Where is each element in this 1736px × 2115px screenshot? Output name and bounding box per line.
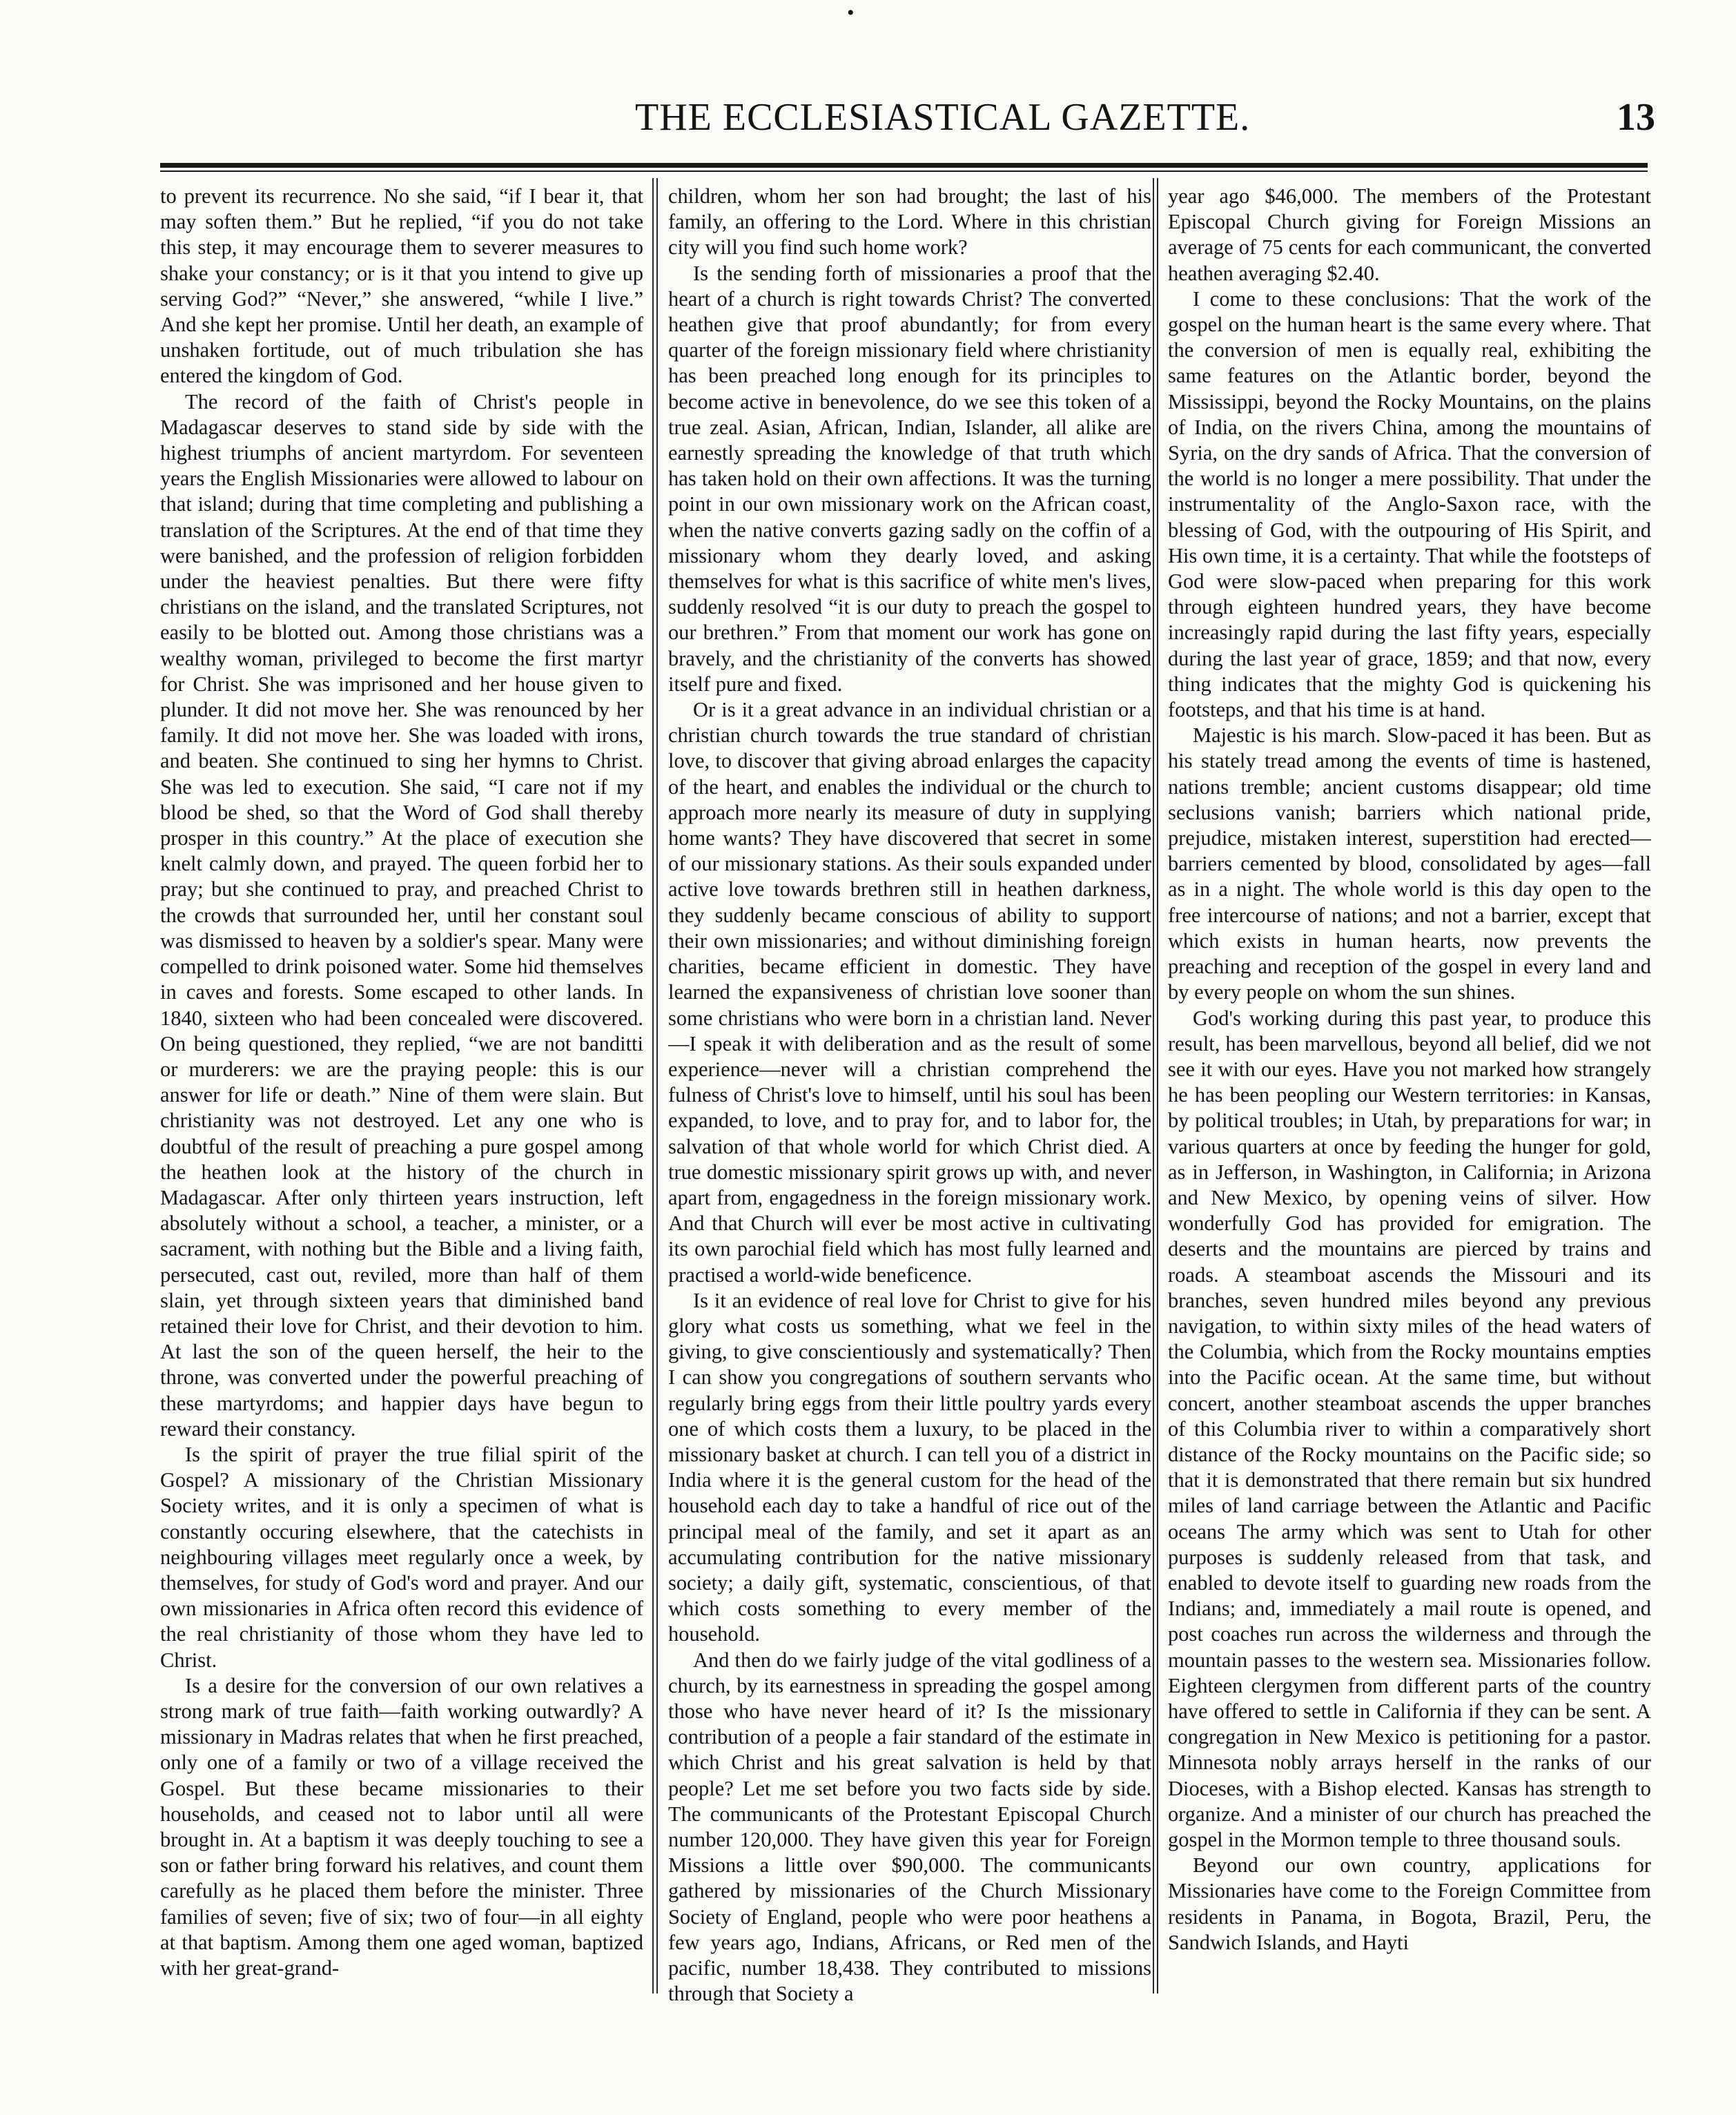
paragraph: Is a desire for the conversion of our own relatives a strong mark of true faith—faith working outwardly? A missionary in Madras relates that when he first preached, only one of a family or two of a village received the Gospel. But these became missionaries to their households, and ceased not to labor until all were brought in. At a baptism it was deeply touching to see a son or father bring forward his relatives, and count them carefully as he placed them before the minister. Three families of seven; five of six; two of four—in all eighty at that baptism. Among them one aged woman, baptized with her great-grand- bbox=[160, 1673, 643, 1980]
paragraph: children, whom her son had brought; the last of his family, an offering to the Lord. Where in this christian city will you find such home work? bbox=[668, 184, 1151, 260]
paragraph: to prevent its recurrence. No she said, “if I bear it, that may soften them.” But he replied, “if you do not take this step, it may encourage them to severer measures to shake your constancy; or is it that you intend to give up serving God?” “Never,” she answered, “while I live.” And she kept her promise. Until her death, an example of unshaken fortitude, out of much tribulation she has entered the kingdom of God. bbox=[160, 184, 643, 388]
header-rule-thick bbox=[160, 163, 1648, 168]
paragraph: year ago $46,000. The members of the Protestant Episcopal Church giving for Foreign Missions an average of 75 cents for each communicant, the converted heathen averaging $2.40. bbox=[1168, 184, 1651, 285]
paragraph: I come to these conclusions: That the work of the gospel on the human heart is the same every where. That the conversion of men is equally real, exhibiting the same features on the Atlantic border, beyond the Mississippi, beyond the Rocky Mountains, on the plains of India, on the rivers China, among the mountains of Syria, on the dry sands of Africa. That the conversion of the world is no longer a mere possibility. That under the instrumentality of the Anglo-Saxon race, with the blessing of God, with the outpouring of His Spirit, and His own time, it is a certainty. That while the footsteps of God were slow-paced when preparing for this work through eighteen hundred years, they have become increasingly rapid during the last fifty years, especially during the last year of grace, 1859; and that now, every thing indicates that the mighty God is quickening his footsteps, and that his time is at hand. bbox=[1168, 286, 1651, 722]
paragraph: Is the sending forth of missionaries a proof that the heart of a church is right towards Christ? The converted heathen give that proof abundantly; for from every quarter of the foreign missionary field where christianity has been preached long enough for its principles to become active in benevolence, do we see this token of a true zeal. Asian, African, Indian, Islander, all alike are earnestly spreading the knowledge of that truth which has taken hold on their own affections. It was the turning point in our own missionary work on the African coast, when the native converts gazing sadly on the coffin of a missionary whom they dearly loved, and asking themselves for what is this sacrifice of white men's lives, suddenly resolved “it is our duty to preach the gospel to our brethren.” From that moment our work has gone on bravely, and the christianity of the converts has showed itself pure and fixed. bbox=[668, 261, 1151, 696]
page-number: 13 bbox=[1617, 96, 1655, 139]
text-column-1 bbox=[160, 184, 643, 2006]
top-ink-mark: • bbox=[847, 1, 855, 24]
column-divider bbox=[652, 178, 658, 1994]
paragraph: Beyond our own country, applications for Missionaries have come to the Foreign Committee from residents in Panama, in Bogota, Brazil, Peru, the Sandwich Islands, and Hayti bbox=[1168, 1853, 1651, 1954]
paragraph: Is it an evidence of real love for Christ to give for his glory what costs us something, what we feel in the giving, to give conscientiously and systematically? Then I can show you congregations of southern servants who regularly bring eggs from their little poultry yards every one of which costs them a luxury, to be placed in the missionary basket at church. I can tell you of a district in India where it is the general custom for the head of the household each day to take a handful of rice out of the principal meal of the family, and set it apart as an accumulating contribution for the native missionary society; a daily gift, systematic, conscientious, of that which costs something to every member of the household. bbox=[668, 1288, 1151, 1646]
paragraph: Is the spirit of prayer the true filial spirit of the Gospel? A missionary of the Christian Missionary Society writes, and it is only a specimen of what is constantly occuring elsewhere, that the catechists in neighbouring villages meet regularly once a week, by themselves, for study of God's word and prayer. And our own missionaries in Africa often record this evidence of the real christianity of those whom they have led to Christ. bbox=[160, 1442, 643, 1672]
paragraph: Or is it a great advance in an individual christian or a christian church towards the true standard of christian love, to discover that giving abroad enlarges the capacity of the heart, and enables the individual or the church to approach more nearly its measure of duty in supplying home wants? They have discovered that secret in some of our missionary stations. As their souls expanded under active love towards brethren still in heathen darkness, they suddenly became conscious of ability to support their own missionaries; and without diminishing foreign charities, became efficient in domestic. They have learned the expansiveness of christian love sooner than some christians who were born in a christian land. Never—I speak it with deliberation and as the result of some experience—never will a christian comprehend the fulness of Christ's love to himself, until his soul has been expanded, to love, and to pray for, and to labor for, the salvation of that whole world for which Christ died. A true domestic missionary spirit grows up with, and never apart from, engagedness in the foreign missionary work. And that Church will ever be most active in cultivating its own parochial field which has most fully learned and practised a world-wide beneficence. bbox=[668, 698, 1151, 1287]
text-column-2 bbox=[668, 184, 1151, 2006]
paragraph: Majestic is his march. Slow-paced it has been. But as his stately tread among the events of time is hastened, nations tremble; ancient customs disappear; old time seclusions vanish; barriers which national pride, prejudice, mistaken interest, superstition had erected—barriers cemented by blood, consolidated by ages—fall as in a night. The whole world is this day open to the free intercourse of nations; and not a barrier, except that which exists in human hearts, now prevents the preaching and reception of the gospel in every land and by every people on whom the sun shines. bbox=[1168, 723, 1651, 1004]
text-column-3 bbox=[1168, 184, 1651, 2006]
column-divider bbox=[1153, 178, 1158, 1994]
page-title: THE ECCLESIASTICAL GAZETTE. bbox=[635, 96, 1251, 139]
paragraph: The record of the faith of Christ's people in Madagascar deserves to stand side by side with the highest triumphs of ancient martyrdom. For seventeen years the English Missionaries were allowed to labour on that island; during that time completing and publishing a translation of the Scriptures. At the end of that time they were banished, and the profession of religion forbidden under the heaviest penalties. But there were fifty christians on the island, and the translated Scriptures, not easily to be blotted out. Among those christians was a wealthy woman, privileged to become the first martyr for Christ. She was imprisoned and her house given to plunder. It did not move her. She was renounced by her family. It did not move her. She was loaded with irons, and beaten. She continued to sing her hymns to Christ. She was led to execution. She said, “I care not if my blood be shed, so that the Word of God shall thereby prosper in this country.” At the place of execution she knelt calmly down, and prayed. The queen forbid her to pray; but she continued to pray, and preached Christ to the crowds that surrounded her, until her constant soul was dismissed to heaven by a soldier's spear. Many were compelled to drink poisoned water. Some hid themselves in caves and forests. Some escaped to other lands. In 1840, sixteen who had been concealed were discovered. On being questioned, they replied, “we are not banditti or murderers: we are the praying people: this is our answer for life or death.” Nine of them were slain. But christianity was not destroyed. Let any one who is doubtful of the result of preaching a pure gospel among the heathen look at the history of the church in Madagascar. After only thirteen years instruction, left absolutely without a school, a teacher, a minister, or a sacrament, with nothing but the Bible and a living faith, persecuted, cast out, reviled, more than half of them slain, yet through sixteen years that diminished band retained their love for Christ, and their devotion to him. At last the son of the queen herself, the heir to the throne, was converted under the powerful preaching of these martyrdoms; and happier days have begun to reward their constancy. bbox=[160, 389, 643, 1441]
header-rule-thin bbox=[160, 170, 1648, 172]
paragraph: God's working during this past year, to produce this result, has been marvellous, beyond all belief, did we not see it with our eyes. Have you not marked how strangely he has been peopling our Western territories: in Kansas, by political troubles; in Utah, by preparations for war; in various quarters at once by feeding the hunger for gold, as in Jefferson, in Washington, in California; in Arizona and New Mexico, by opening veins of silver. How wonderfully God has provided for emigration. The deserts and the mountains are pierced by trains and roads. A steamboat ascends the Missouri and its branches, seven hundred miles beyond any previous navigation, to within sixty miles of the head waters of the Columbia, which from the Rocky mountains empties into the Pacific ocean. At the same time, but without concert, another steamboat ascends the upper branches of this Columbia river to within a comparatively short distance of the Rocky mountains on the Pacific side; so that it is demonstrated that there remain but six hundred miles of land carriage between the Atlantic and Pacific oceans The army which was sent to Utah for other purposes is suddenly released from that task, and enabled to devote itself to guarding new roads from the Indians; and, immediately a mail route is opened, and post coaches run across the wilderness and through the mountain passes to the western sea. Missionaries follow. Eighteen clergymen from different parts of the country have offered to settle in California if they can be sent. A congregation in New Mexico is petitioning for a pastor. Minnesota nobly arrays herself in the ranks of our Dioceses, with a Bishop elected. Kansas has strength to organize. And a minister of our church has preached the gospel in the Mormon temple to three thousand souls. bbox=[1168, 1006, 1651, 1851]
paragraph: And then do we fairly judge of the vital godliness of a church, by its earnestness in spreading the gospel among those who have never heard of it? Is the missionary contribution of a people a fair standard of the estimate in which Christ and his great salvation is held by that people? Let me set before you two facts side by side. The communicants of the Protestant Episcopal Church number 120,000. They have given this year for Foreign Missions a little over $90,000. The communicants gathered by missionaries of the Church Missionary Society of England, people who were poor heathens a few years ago, Indians, Africans, or Red men of the pacific, number 18,438. They contributed to missions through that Society a bbox=[668, 1648, 1151, 2006]
